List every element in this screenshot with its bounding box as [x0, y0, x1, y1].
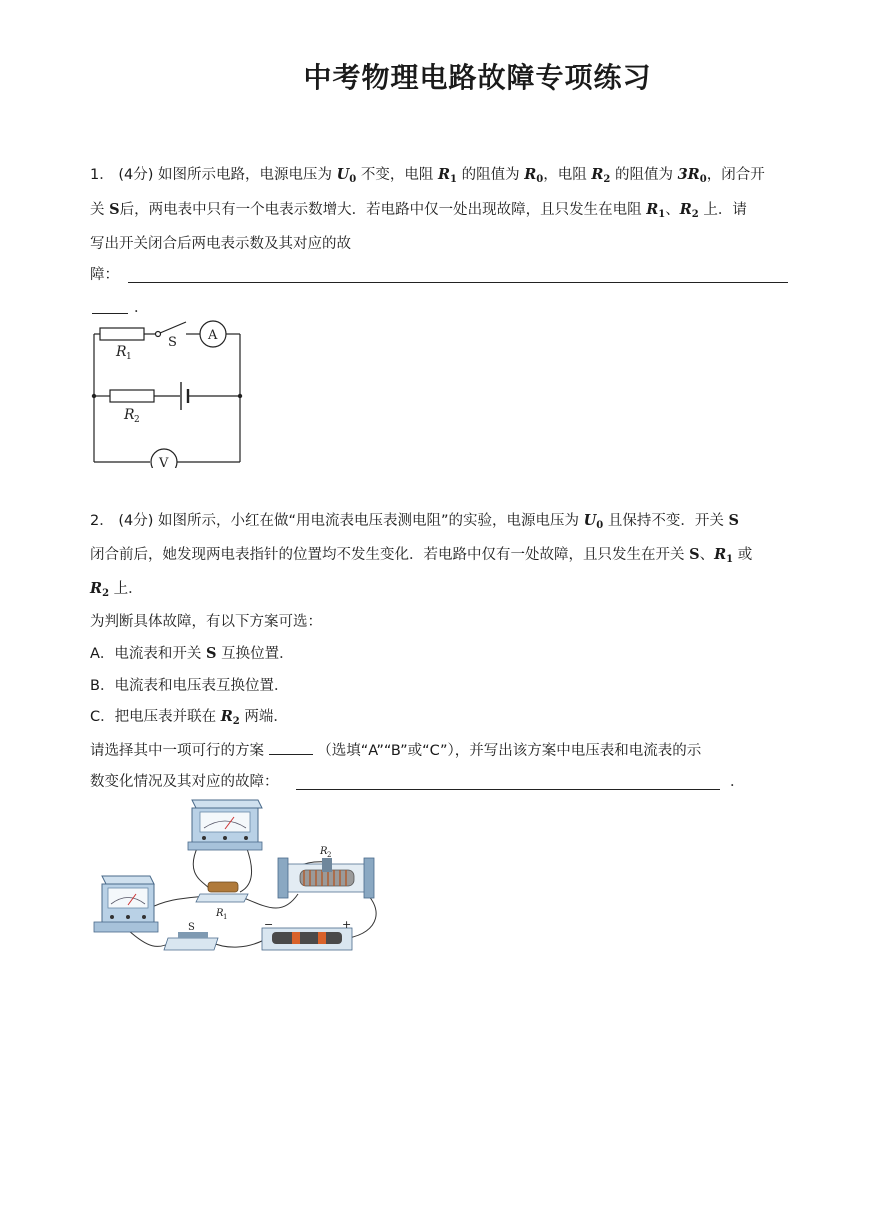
label-r1: R	[116, 344, 127, 360]
q2-text: 闭合前后，她发现两电表指针的位置均不发生变化．若电路中仅有一处故障，且只发生在开关	[90, 547, 685, 563]
symbol-r2: $R_2$	[679, 201, 699, 220]
option-a-text: A．电流表和开关	[90, 646, 202, 662]
symbol-u0: $U_0$	[583, 512, 604, 531]
label-r2-sub: 2	[134, 415, 140, 425]
q1-answer-blank[interactable]	[128, 282, 788, 283]
q2-line-9: 数变化情况及其对应的故障：	[90, 774, 279, 790]
q1-line-3: 写出开关闭合后两电表示数及其对应的故	[90, 236, 351, 252]
q2-option-b: B．电流表和电压表互换位置．	[90, 678, 289, 694]
symbol-3r0: $3R_0$	[677, 166, 707, 185]
option-c-end: 两端．	[244, 709, 288, 725]
junction-right	[238, 394, 242, 398]
q2-line-4: 为判断具体故障，有以下方案可选：	[90, 614, 322, 630]
symbol-r2: $R_2$	[591, 166, 611, 185]
q1-line-5-end: ．	[134, 300, 149, 316]
symbol-r2: $R_2$	[90, 580, 110, 599]
q2-text: 如图所示，小红在做“用电流表电压表测电阻”的实验，电源电压为	[158, 513, 580, 529]
q2-text: 或	[737, 547, 753, 563]
q2-line-9-end: ．	[730, 774, 745, 790]
q1-text: 关	[90, 202, 105, 218]
label-r1-sub: 1	[126, 352, 132, 362]
q1-number: 1．	[90, 167, 114, 183]
photo-label-s: S	[188, 922, 195, 933]
symbol-s: S	[206, 645, 217, 662]
q2-line-3	[90, 579, 143, 604]
q1-answer-blank-cont[interactable]	[92, 313, 128, 314]
q2-number: 2．	[90, 513, 114, 529]
symbol-r1: $R_1$	[646, 201, 666, 220]
q2-line-1	[90, 511, 739, 536]
resistor-r1-device	[196, 882, 248, 921]
label-a: A	[208, 328, 218, 343]
battery-device	[262, 918, 352, 950]
symbol-r1: $R_1$	[437, 166, 457, 185]
q1-text: 不变，电阻	[360, 167, 434, 183]
symbol-r1: $R_1$	[714, 546, 734, 565]
photo-label-r1: R	[216, 908, 224, 919]
symbol-r2: $R_2$	[220, 708, 240, 727]
q1-text: 的阻值为	[614, 167, 673, 183]
q2-option-a	[90, 644, 294, 664]
q1-circuit-diagram	[88, 318, 248, 468]
rheostat-r2-device	[278, 846, 374, 898]
symbol-r0: $R_0$	[524, 166, 544, 185]
resistor-r2	[110, 390, 154, 402]
option-a-end: 互换位置．	[221, 646, 294, 662]
q1-text: ，闭合开	[706, 167, 765, 183]
photo-label-plus: +	[342, 918, 352, 931]
q2-score: (4分)	[118, 513, 154, 529]
q1-line-4: 障：	[90, 267, 119, 283]
page-title: 中考物理电路故障专项练习	[303, 61, 652, 94]
q2-text: 且保持不变．开关	[607, 513, 724, 529]
q2-answer-blank[interactable]	[296, 789, 720, 790]
q1-text: 、	[665, 202, 680, 218]
q2-text: （选填“A”“B”或“C”），并写出该方案中电压表和电流表的示	[317, 743, 702, 759]
q2-choice-blank[interactable]	[269, 740, 313, 755]
photo-label-minus: −	[264, 918, 274, 931]
junction-left	[92, 394, 96, 398]
q1-score: (4分)	[118, 167, 154, 183]
option-c-text: C．把电压表并联在	[90, 709, 217, 725]
resistor-r1	[100, 328, 144, 340]
q2-line-8	[90, 740, 701, 761]
q1-text: 的阻值为	[461, 167, 520, 183]
photo-label-r1-sub: 1	[223, 913, 228, 921]
q1-text: ，电阻	[543, 167, 587, 183]
q1-text: 上．请	[703, 202, 747, 218]
q2-line-2	[90, 545, 752, 570]
label-s: S	[168, 335, 177, 350]
label-v: V	[159, 456, 169, 468]
switch-s-contact	[156, 332, 161, 337]
label-r2: R	[124, 407, 135, 423]
q1-line-2	[90, 200, 747, 225]
q2-text: 请选择其中一项可行的方案	[90, 743, 264, 759]
q2-text: 上．	[113, 581, 143, 597]
switch-s	[160, 322, 186, 333]
symbol-s: S	[689, 546, 700, 563]
symbol-s: S	[109, 201, 120, 218]
ammeter-device	[94, 876, 158, 932]
voltmeter-device	[188, 800, 262, 850]
q1-line-1	[90, 165, 765, 190]
q1-text: 后，两电表中只有一个电表示数增大．若电路中仅一处出现故障，且只发生在电阻	[119, 202, 642, 218]
photo-label-r2: R	[320, 846, 328, 857]
switch-s-device	[164, 922, 218, 950]
symbol-u0: $U_0$	[336, 166, 357, 185]
q2-apparatus-illustration	[88, 798, 388, 958]
q2-option-c	[90, 707, 288, 732]
symbol-s: S	[728, 512, 739, 529]
q2-text: 、	[699, 547, 715, 563]
q1-text: 如图所示电路，电源电压为	[158, 167, 332, 183]
photo-label-r2-sub: 2	[327, 851, 332, 859]
